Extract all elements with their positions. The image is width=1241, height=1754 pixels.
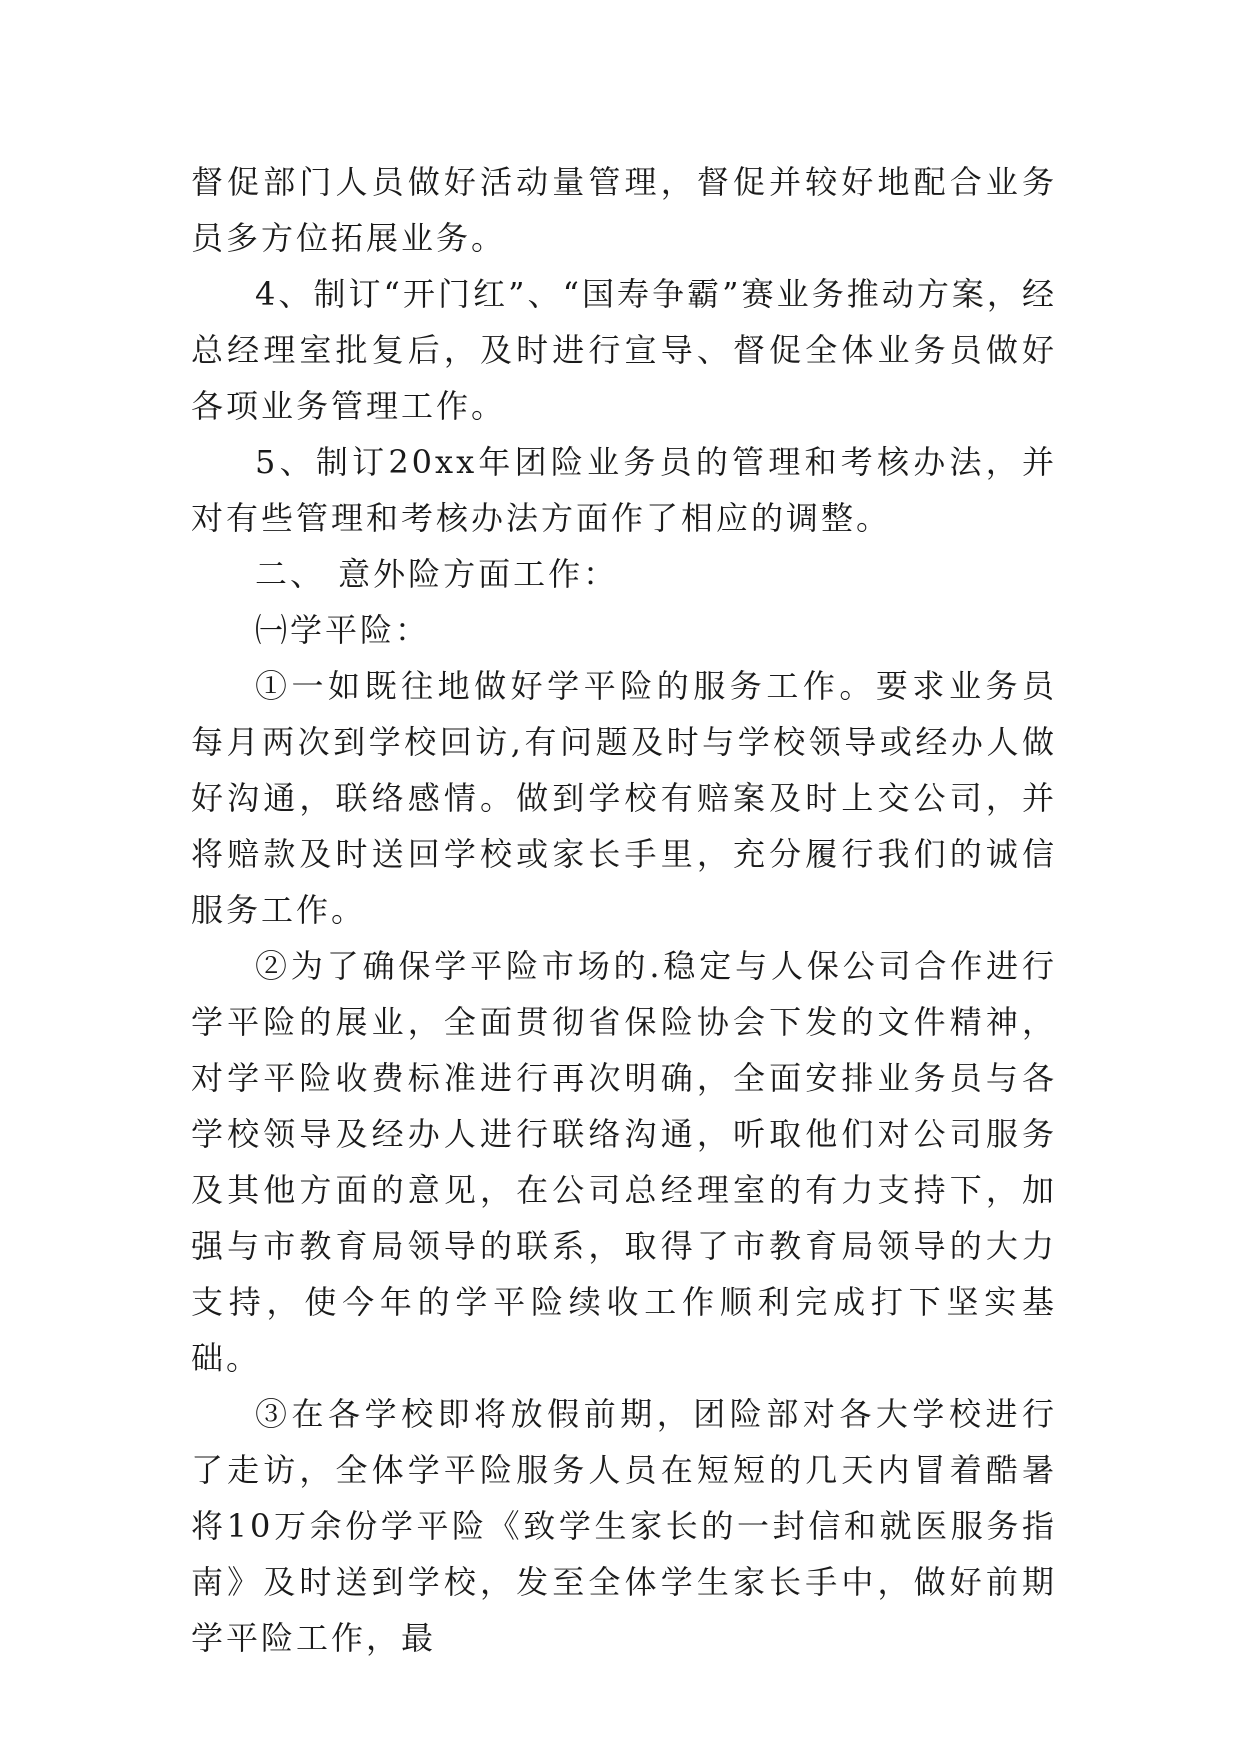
paragraph-point-3: ③在各学校即将放假前期，团险部对各大学校进行了走访，全体学平险服务人员在短短的几天内冒着酷暑将10万余份学平险《致学生家长的一封信和就医服务指南》及时送到学校，发至全体学生家长手中，做好前期学平险工作，最 [191, 1395, 1057, 1657]
paragraph-item-4: 4、制订“开门红”、“国寿争霸”赛业务推动方案，经总经理室批复后，及时进行宣导、督促全体业务员做好各项业务管理工作。 [191, 275, 1057, 425]
subsection-heading-student-insurance: ㈠学平险： [255, 611, 431, 649]
document-body [191, 154, 1057, 1666]
paragraph-point-2: ②为了确保学平险市场的.稳定与人保公司合作进行学平险的展业，全面贯彻省保险协会下发的文件精神，对学平险收费标准进行再次明确，全面安排业务员与各学校领导及经办人进行联络沟通，听取他们对公司服务及其他方面的意见，在公司总经理室的有力支持下，加强与市教育局领导的联系，取得了市教育局领导的大力支持，使今年的学平险续收工作顺利完成打下坚实基础。 [191, 947, 1057, 1377]
paragraph-item-5: 5、制订20xx年团险业务员的管理和考核办法，并对有些管理和考核办法方面作了相应的调整。 [191, 443, 1057, 537]
section-heading-accident-insurance: 二、 意外险方面工作： [255, 555, 619, 593]
paragraph-continuation: 督促部门人员做好活动量管理，督促并较好地配合业务员多方位拓展业务。 [191, 163, 1057, 257]
paragraph-point-1: ①一如既往地做好学平险的服务工作。要求业务员每月两次到学校回访,有问题及时与学校领导或经办人做好沟通，联络感情。做到学校有赔案及时上交公司，并将赔款及时送回学校或家长手里，充分履行我们的诚信服务工作。 [191, 667, 1057, 929]
